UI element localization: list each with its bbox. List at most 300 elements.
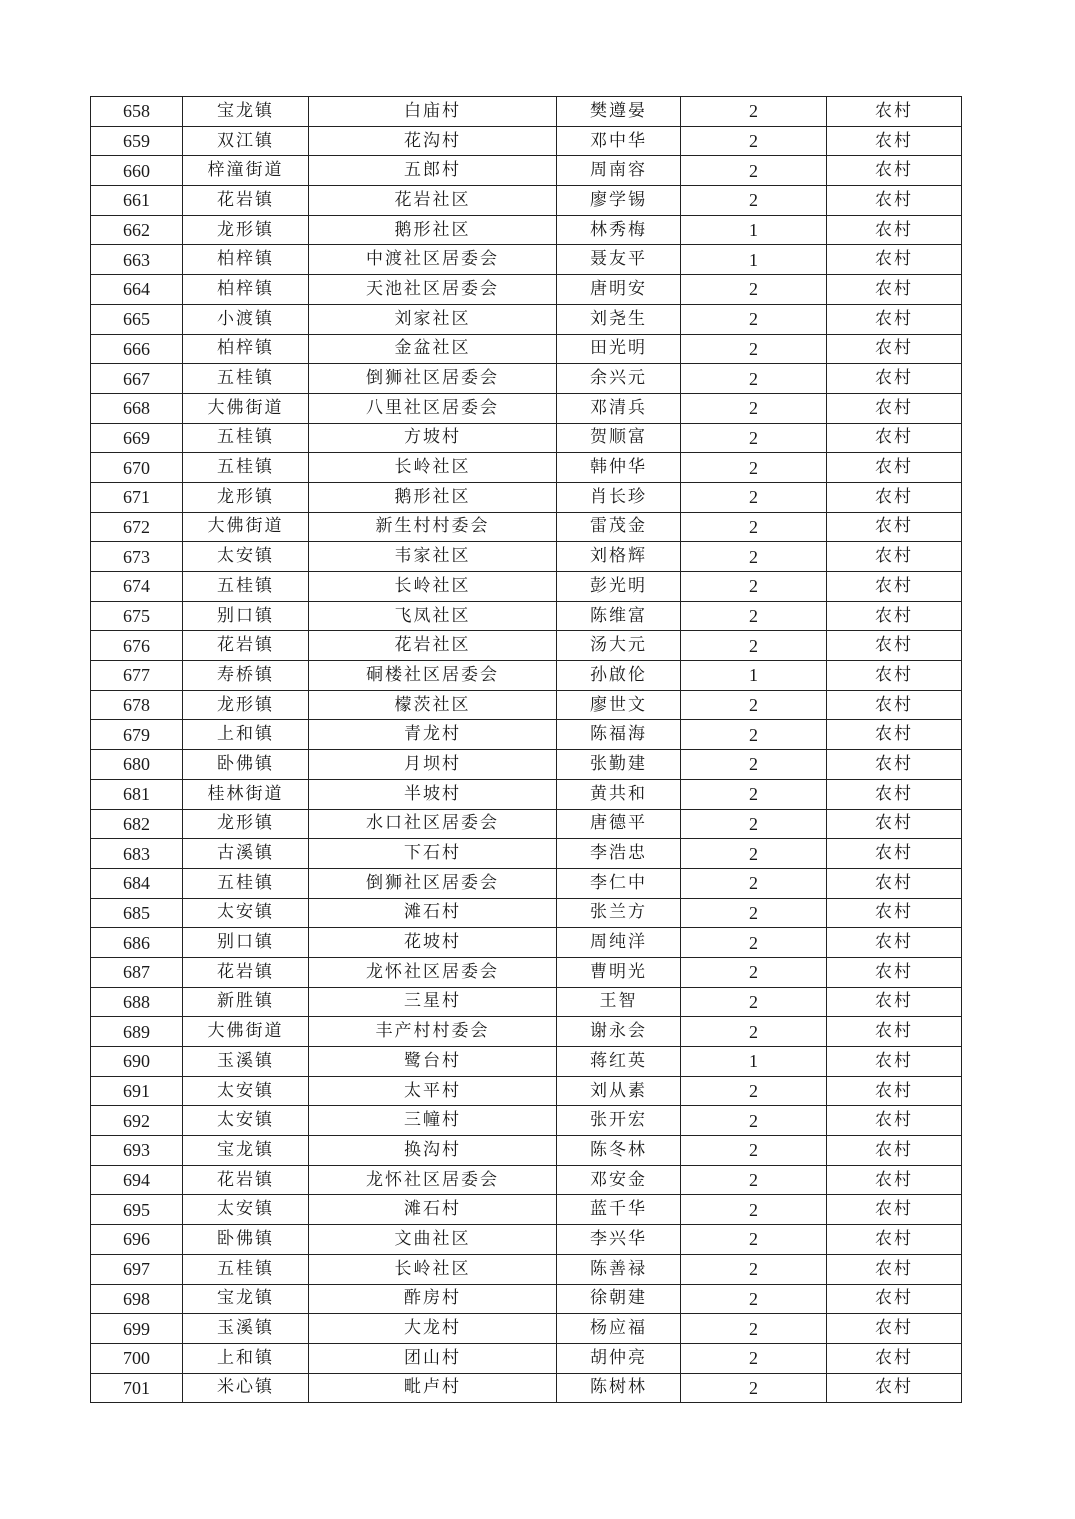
town-cell: 柏梓镇 [183,334,309,364]
count-cell: 2 [681,601,827,631]
town-cell: 五桂镇 [183,572,309,602]
serial-number-cell: 696 [91,1225,183,1255]
name-cell: 廖世文 [557,690,681,720]
name-cell: 雷茂金 [557,512,681,542]
area-type-cell: 农村 [827,779,962,809]
table-row [91,1314,962,1344]
table-row [91,482,962,512]
name-cell: 陈维富 [557,601,681,631]
count-cell: 2 [681,779,827,809]
count-cell: 2 [681,186,827,216]
count-cell: 1 [681,661,827,691]
town-cell: 花岩镇 [183,186,309,216]
count-cell: 2 [681,423,827,453]
serial-number-cell: 688 [91,987,183,1017]
village-cell: 龙怀社区居委会 [309,957,557,987]
count-cell: 2 [681,1254,827,1284]
area-type-cell: 农村 [827,1254,962,1284]
table-row [91,304,962,334]
serial-number-cell: 692 [91,1106,183,1136]
table-row [91,423,962,453]
village-cell: 龙怀社区居委会 [309,1165,557,1195]
town-cell: 柏梓镇 [183,245,309,275]
area-type-cell: 农村 [827,1314,962,1344]
table-row [91,1284,962,1314]
name-cell: 肖长珍 [557,482,681,512]
village-cell: 滩石村 [309,1195,557,1225]
name-cell: 余兴元 [557,364,681,394]
village-cell: 鹅形社区 [309,482,557,512]
name-cell: 韩仲华 [557,453,681,483]
area-type-cell: 农村 [827,809,962,839]
table-row [91,957,962,987]
area-type-cell: 农村 [827,750,962,780]
serial-number-cell: 664 [91,275,183,305]
village-cell: 花岩社区 [309,631,557,661]
count-cell: 2 [681,1284,827,1314]
table-row [91,839,962,869]
serial-number-cell: 661 [91,186,183,216]
village-cell: 青龙村 [309,720,557,750]
town-cell: 柏梓镇 [183,275,309,305]
town-cell: 别口镇 [183,928,309,958]
area-type-cell: 农村 [827,542,962,572]
town-cell: 五桂镇 [183,1254,309,1284]
name-cell: 邓清兵 [557,393,681,423]
table-row [91,1047,962,1077]
village-cell: 文曲社区 [309,1225,557,1255]
table-row [91,631,962,661]
count-cell: 2 [681,868,827,898]
village-cell: 大龙村 [309,1314,557,1344]
count-cell: 2 [681,750,827,780]
count-cell: 1 [681,245,827,275]
town-cell: 太安镇 [183,1076,309,1106]
table-row [91,928,962,958]
count-cell: 2 [681,1195,827,1225]
village-cell: 中渡社区居委会 [309,245,557,275]
name-cell: 刘格辉 [557,542,681,572]
count-cell: 2 [681,957,827,987]
serial-number-cell: 682 [91,809,183,839]
serial-number-cell: 686 [91,928,183,958]
count-cell: 2 [681,97,827,127]
serial-number-cell: 680 [91,750,183,780]
table-row [91,1225,962,1255]
table-row [91,1165,962,1195]
area-type-cell: 农村 [827,156,962,186]
town-cell: 五桂镇 [183,453,309,483]
count-cell: 2 [681,482,827,512]
count-cell: 2 [681,334,827,364]
serial-number-cell: 693 [91,1136,183,1166]
town-cell: 龙形镇 [183,690,309,720]
village-cell: 酢房村 [309,1284,557,1314]
serial-number-cell: 673 [91,542,183,572]
name-cell: 周纯洋 [557,928,681,958]
name-cell: 汤大元 [557,631,681,661]
name-cell: 廖学锡 [557,186,681,216]
village-cell: 水口社区居委会 [309,809,557,839]
serial-number-cell: 666 [91,334,183,364]
name-cell: 孙啟伦 [557,661,681,691]
count-cell: 2 [681,898,827,928]
table-row [91,1195,962,1225]
serial-number-cell: 676 [91,631,183,661]
serial-number-cell: 683 [91,839,183,869]
table-row [91,690,962,720]
town-cell: 五桂镇 [183,423,309,453]
village-cell: 鹭台村 [309,1047,557,1077]
table-row [91,720,962,750]
area-type-cell: 农村 [827,1343,962,1373]
table-row [91,572,962,602]
table-row [91,245,962,275]
count-cell: 2 [681,512,827,542]
town-cell: 五桂镇 [183,868,309,898]
town-cell: 梓潼街道 [183,156,309,186]
village-cell: 长岭社区 [309,453,557,483]
name-cell: 邓中华 [557,126,681,156]
village-cell: 花沟村 [309,126,557,156]
table-row [91,186,962,216]
village-cell: 花岩社区 [309,186,557,216]
town-cell: 米心镇 [183,1373,309,1403]
serial-number-cell: 694 [91,1165,183,1195]
table-row [91,661,962,691]
table-row [91,601,962,631]
serial-number-cell: 681 [91,779,183,809]
town-cell: 大佛街道 [183,512,309,542]
count-cell: 2 [681,1165,827,1195]
count-cell: 2 [681,453,827,483]
name-cell: 李仁中 [557,868,681,898]
table-row [91,1136,962,1166]
count-cell: 2 [681,690,827,720]
name-cell: 王智 [557,987,681,1017]
area-type-cell: 农村 [827,275,962,305]
name-cell: 陈树林 [557,1373,681,1403]
town-cell: 太安镇 [183,898,309,928]
count-cell: 2 [681,1106,827,1136]
name-cell: 陈善禄 [557,1254,681,1284]
town-cell: 别口镇 [183,601,309,631]
name-cell: 张兰方 [557,898,681,928]
name-cell: 蓝千华 [557,1195,681,1225]
count-cell: 2 [681,275,827,305]
town-cell: 太安镇 [183,1195,309,1225]
count-cell: 2 [681,542,827,572]
name-cell: 陈福海 [557,720,681,750]
table-row [91,542,962,572]
table-row [91,1106,962,1136]
area-type-cell: 农村 [827,898,962,928]
name-cell: 李兴华 [557,1225,681,1255]
name-cell: 张开宏 [557,1106,681,1136]
area-type-cell: 农村 [827,453,962,483]
town-cell: 龙形镇 [183,809,309,839]
name-cell: 刘尧生 [557,304,681,334]
table-row [91,1254,962,1284]
area-type-cell: 农村 [827,512,962,542]
area-type-cell: 农村 [827,1017,962,1047]
serial-number-cell: 662 [91,215,183,245]
village-cell: 换沟村 [309,1136,557,1166]
village-cell: 太平村 [309,1076,557,1106]
area-type-cell: 农村 [827,1136,962,1166]
area-type-cell: 农村 [827,245,962,275]
count-cell: 2 [681,572,827,602]
town-cell: 太安镇 [183,1106,309,1136]
area-type-cell: 农村 [827,393,962,423]
area-type-cell: 农村 [827,928,962,958]
table-row [91,987,962,1017]
count-cell: 2 [681,839,827,869]
town-cell: 花岩镇 [183,957,309,987]
count-cell: 2 [681,1343,827,1373]
area-type-cell: 农村 [827,839,962,869]
area-type-cell: 农村 [827,987,962,1017]
table-row [91,156,962,186]
name-cell: 唐明安 [557,275,681,305]
name-cell: 谢永会 [557,1017,681,1047]
name-cell: 陈冬林 [557,1136,681,1166]
serial-number-cell: 685 [91,898,183,928]
serial-number-cell: 697 [91,1254,183,1284]
serial-number-cell: 670 [91,453,183,483]
town-cell: 大佛街道 [183,393,309,423]
town-cell: 龙形镇 [183,215,309,245]
area-type-cell: 农村 [827,690,962,720]
village-cell: 倒狮社区居委会 [309,868,557,898]
area-type-cell: 农村 [827,631,962,661]
area-type-cell: 农村 [827,1373,962,1403]
area-type-cell: 农村 [827,304,962,334]
village-cell: 长岭社区 [309,1254,557,1284]
town-cell: 卧佛镇 [183,750,309,780]
village-cell: 丰产村村委会 [309,1017,557,1047]
village-cell: 新生村村委会 [309,512,557,542]
serial-number-cell: 695 [91,1195,183,1225]
village-cell: 下石村 [309,839,557,869]
table-row [91,868,962,898]
area-type-cell: 农村 [827,97,962,127]
count-cell: 2 [681,126,827,156]
serial-number-cell: 668 [91,393,183,423]
town-cell: 新胜镇 [183,987,309,1017]
serial-number-cell: 669 [91,423,183,453]
register-table-body [91,97,962,1403]
area-type-cell: 农村 [827,720,962,750]
count-cell: 1 [681,1047,827,1077]
town-cell: 小渡镇 [183,304,309,334]
town-cell: 五桂镇 [183,364,309,394]
area-type-cell: 农村 [827,661,962,691]
table-row [91,512,962,542]
area-type-cell: 农村 [827,1106,962,1136]
table-row [91,97,962,127]
count-cell: 1 [681,215,827,245]
count-cell: 2 [681,156,827,186]
area-type-cell: 农村 [827,423,962,453]
town-cell: 上和镇 [183,720,309,750]
table-row [91,779,962,809]
name-cell: 林秀梅 [557,215,681,245]
area-type-cell: 农村 [827,1284,962,1314]
town-cell: 花岩镇 [183,1165,309,1195]
village-cell: 半坡村 [309,779,557,809]
name-cell: 刘从素 [557,1076,681,1106]
village-cell: 檬茨社区 [309,690,557,720]
area-type-cell: 农村 [827,572,962,602]
village-cell: 滩石村 [309,898,557,928]
count-cell: 2 [681,364,827,394]
village-cell: 花坡村 [309,928,557,958]
village-cell: 毗卢村 [309,1373,557,1403]
name-cell: 徐朝建 [557,1284,681,1314]
serial-number-cell: 687 [91,957,183,987]
serial-number-cell: 677 [91,661,183,691]
village-cell: 长岭社区 [309,572,557,602]
serial-number-cell: 679 [91,720,183,750]
town-cell: 古溪镇 [183,839,309,869]
town-cell: 龙形镇 [183,482,309,512]
area-type-cell: 农村 [827,1076,962,1106]
count-cell: 2 [681,1136,827,1166]
area-type-cell: 农村 [827,1225,962,1255]
area-type-cell: 农村 [827,482,962,512]
town-cell: 太安镇 [183,542,309,572]
name-cell: 彭光明 [557,572,681,602]
table-row [91,1076,962,1106]
village-cell: 五郎村 [309,156,557,186]
serial-number-cell: 698 [91,1284,183,1314]
town-cell: 寿桥镇 [183,661,309,691]
area-type-cell: 农村 [827,868,962,898]
count-cell: 2 [681,1017,827,1047]
village-cell: 天池社区居委会 [309,275,557,305]
serial-number-cell: 658 [91,97,183,127]
village-cell: 金盆社区 [309,334,557,364]
serial-number-cell: 678 [91,690,183,720]
village-cell: 倒狮社区居委会 [309,364,557,394]
town-cell: 大佛街道 [183,1017,309,1047]
name-cell: 李浩忠 [557,839,681,869]
serial-number-cell: 665 [91,304,183,334]
area-type-cell: 农村 [827,126,962,156]
serial-number-cell: 659 [91,126,183,156]
table-row [91,126,962,156]
town-cell: 宝龙镇 [183,1136,309,1166]
town-cell: 上和镇 [183,1343,309,1373]
count-cell: 2 [681,1225,827,1255]
area-type-cell: 农村 [827,215,962,245]
village-cell: 方坡村 [309,423,557,453]
name-cell: 黄共和 [557,779,681,809]
name-cell: 聂友平 [557,245,681,275]
town-cell: 花岩镇 [183,631,309,661]
town-cell: 卧佛镇 [183,1225,309,1255]
serial-number-cell: 674 [91,572,183,602]
count-cell: 2 [681,1314,827,1344]
town-cell: 玉溪镇 [183,1314,309,1344]
area-type-cell: 农村 [827,334,962,364]
count-cell: 2 [681,928,827,958]
name-cell: 贺顺富 [557,423,681,453]
table-row [91,750,962,780]
count-cell: 2 [681,631,827,661]
serial-number-cell: 701 [91,1373,183,1403]
area-type-cell: 农村 [827,1195,962,1225]
village-cell: 月坝村 [309,750,557,780]
count-cell: 2 [681,987,827,1017]
town-cell: 宝龙镇 [183,1284,309,1314]
table-row [91,275,962,305]
village-cell: 团山村 [309,1343,557,1373]
serial-number-cell: 667 [91,364,183,394]
name-cell: 邓安金 [557,1165,681,1195]
area-type-cell: 农村 [827,1047,962,1077]
serial-number-cell: 689 [91,1017,183,1047]
village-cell: 八里社区居委会 [309,393,557,423]
count-cell: 2 [681,1076,827,1106]
village-cell: 硐楼社区居委会 [309,661,557,691]
table-row [91,1017,962,1047]
town-cell: 双江镇 [183,126,309,156]
area-type-cell: 农村 [827,1165,962,1195]
name-cell: 周南容 [557,156,681,186]
name-cell: 胡仲亮 [557,1343,681,1373]
count-cell: 2 [681,1373,827,1403]
name-cell: 杨应福 [557,1314,681,1344]
area-type-cell: 农村 [827,186,962,216]
village-cell: 三幢村 [309,1106,557,1136]
serial-number-cell: 684 [91,868,183,898]
serial-number-cell: 660 [91,156,183,186]
table-row [91,1343,962,1373]
table-row [91,334,962,364]
count-cell: 2 [681,304,827,334]
table-row [91,453,962,483]
village-cell: 飞凤社区 [309,601,557,631]
count-cell: 2 [681,720,827,750]
area-type-cell: 农村 [827,601,962,631]
village-cell: 韦家社区 [309,542,557,572]
area-type-cell: 农村 [827,957,962,987]
serial-number-cell: 663 [91,245,183,275]
name-cell: 田光明 [557,334,681,364]
name-cell: 曹明光 [557,957,681,987]
name-cell: 樊遵晏 [557,97,681,127]
serial-number-cell: 675 [91,601,183,631]
serial-number-cell: 671 [91,482,183,512]
serial-number-cell: 700 [91,1343,183,1373]
serial-number-cell: 699 [91,1314,183,1344]
serial-number-cell: 690 [91,1047,183,1077]
village-cell: 刘家社区 [309,304,557,334]
count-cell: 2 [681,393,827,423]
serial-number-cell: 672 [91,512,183,542]
town-cell: 宝龙镇 [183,97,309,127]
table-row [91,215,962,245]
table-row [91,393,962,423]
name-cell: 唐德平 [557,809,681,839]
town-cell: 桂林街道 [183,779,309,809]
register-table [90,96,962,1403]
name-cell: 蒋红英 [557,1047,681,1077]
village-cell: 鹅形社区 [309,215,557,245]
table-row [91,898,962,928]
